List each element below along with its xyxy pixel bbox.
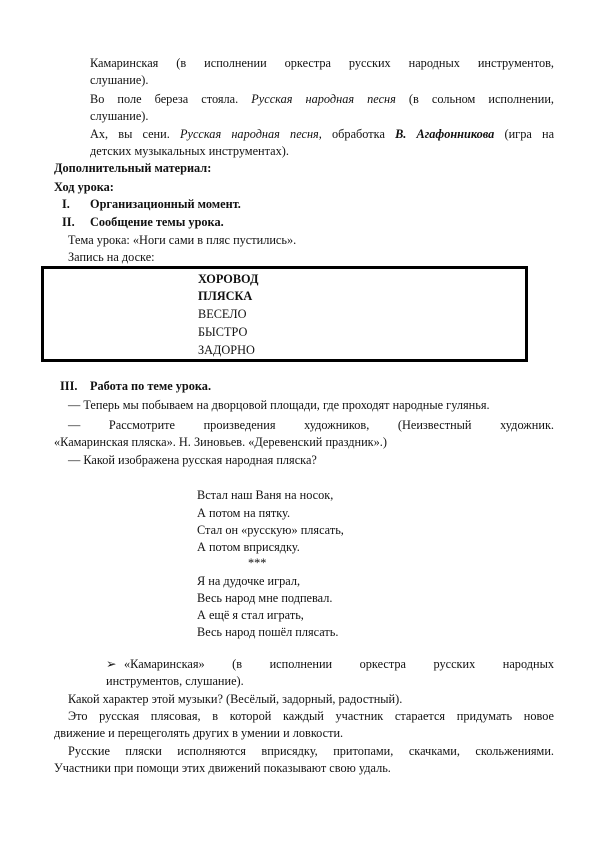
song-performance: (в сольном исполнении, xyxy=(408,92,554,106)
arrangement-label: обработка xyxy=(332,127,385,141)
poem-line: А ещё я стал играть, xyxy=(197,608,304,622)
poem-line: А потом вприсядку. xyxy=(197,540,300,554)
poem-line: Весь народ пошёл плясать. xyxy=(197,625,339,639)
poem-line: А потом на пятку. xyxy=(197,506,291,520)
step-label: Сообщение темы урока. xyxy=(90,215,224,229)
intro-item3-line2: детских музыкальных инструментах). xyxy=(90,144,289,158)
lesson-topic: Тема урока: «Ноги сами в пляс пустились». xyxy=(68,233,297,247)
board-box xyxy=(41,266,528,362)
closing-paragraph: движение и перещеголять других в умении и ловкости. xyxy=(54,726,344,740)
arrow-bullet-icon: ➢ xyxy=(106,657,117,671)
arranger-name: В. Агафонникова xyxy=(395,127,495,141)
closing-paragraph: Участники при помощи этих движений показывают свою удаль. xyxy=(54,761,391,775)
body-question: — Какой изображена русская народная пляска? xyxy=(68,453,317,467)
intro-item1-line1: Камаринская (в исполнении оркестра русских народных инструментов, xyxy=(90,56,554,70)
song-genre: Русская народная песня xyxy=(251,92,396,106)
song-title: Ах, вы сени. xyxy=(90,127,170,141)
intro-item1-line2: слушание). xyxy=(90,73,149,87)
body-paragraph: — Рассмотрите произведения художников, (Неизвестный художник. xyxy=(68,418,554,432)
board-word: БЫСТРО xyxy=(198,325,248,339)
body-paragraph: — Теперь мы побываем на дворцовой площади, где проходят народные гулянья. xyxy=(68,398,490,412)
poem-line: Стал он «русскую» плясать, xyxy=(197,523,344,537)
step-number: II. xyxy=(62,215,75,229)
body-paragraph: «Камаринская пляска». Н. Зиновьев. «Деревенский праздник».) xyxy=(54,435,387,449)
poem-line: Весь народ мне подпевал. xyxy=(197,591,333,605)
poem-line: Встал наш Ваня на носок, xyxy=(197,488,334,502)
song-performance: (игра на xyxy=(504,127,555,141)
extra-material-heading: Дополнительный материал: xyxy=(54,161,212,175)
song-genre: Русская народная песня, xyxy=(179,127,322,141)
poem-line: Я на дудочке играл, xyxy=(197,574,301,588)
board-word: ПЛЯСКА xyxy=(198,289,253,303)
section-number: III. xyxy=(60,379,78,393)
song-title: Во поле береза стояла. xyxy=(90,92,239,106)
lesson-flow-heading: Ход урока: xyxy=(54,180,114,194)
board-note: Запись на доске: xyxy=(68,250,155,264)
listening-item-line1: «Камаринская» (в исполнении оркестра русских народных xyxy=(124,657,554,671)
closing-paragraph: Это русская плясовая, в которой каждый участник старается придумать новое xyxy=(68,709,554,723)
listening-item-line2: инструментов, слушание). xyxy=(106,674,244,688)
step-label: Организационный момент. xyxy=(90,197,241,211)
board-word: ВЕСЕЛО xyxy=(198,307,247,321)
music-character-question: Какой характер этой музыки? (Весёлый, задорный, радостный). xyxy=(68,692,403,706)
board-word: ХОРОВОД xyxy=(198,272,259,286)
board-word: ЗАДОРНО xyxy=(198,343,255,357)
section-heading: Работа по теме урока. xyxy=(90,379,212,393)
intro-item2-line2: слушание). xyxy=(90,109,149,123)
closing-paragraph: Русские пляски исполняются вприсядку, притопами, скачками, скольжениями. xyxy=(68,744,554,758)
step-number: I. xyxy=(62,197,70,211)
poem-separator: *** xyxy=(248,556,267,570)
intro-item2-line1 xyxy=(90,92,554,108)
intro-item3-line1 xyxy=(90,127,554,143)
